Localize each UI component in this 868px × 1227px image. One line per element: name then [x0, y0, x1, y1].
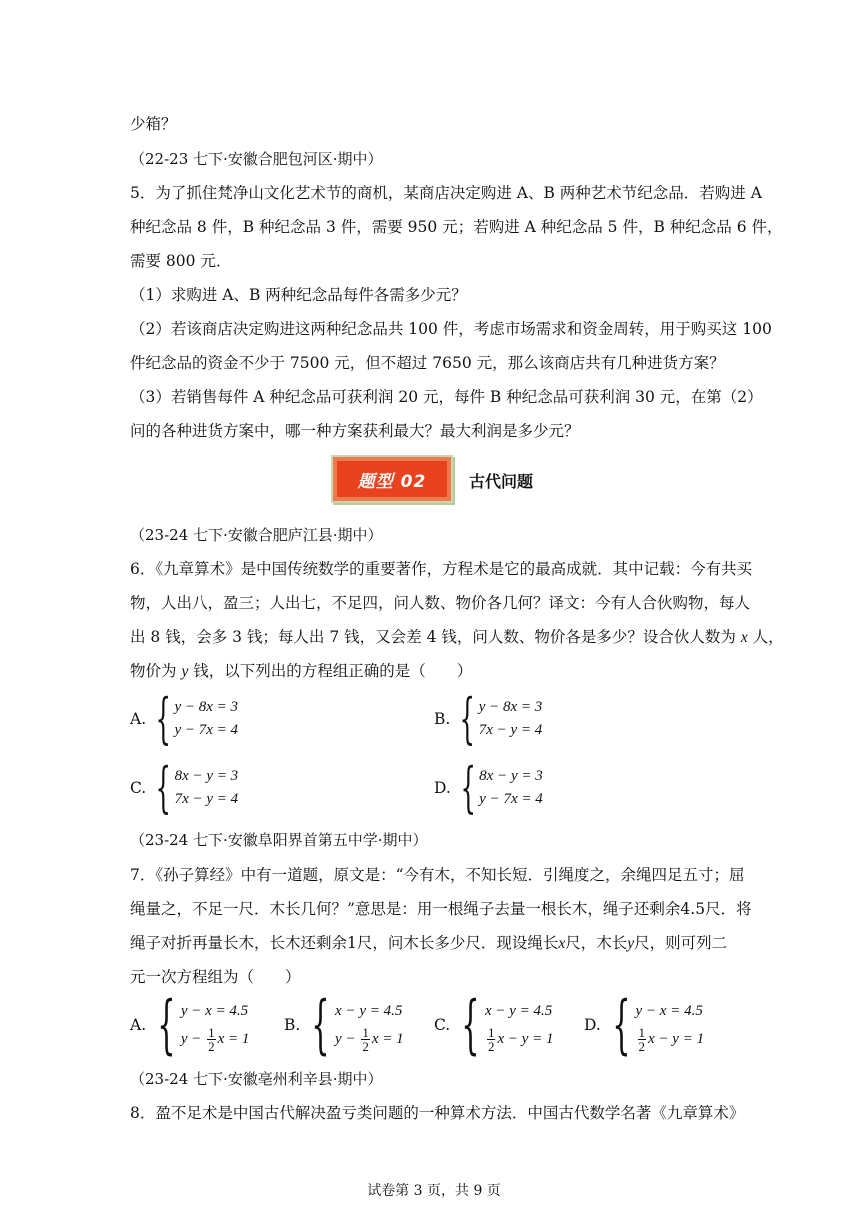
section-title: 古代问题: [469, 472, 534, 491]
text-segment: 人，: [752, 628, 784, 646]
brace-icon: {: [461, 988, 480, 1062]
brace-icon: {: [612, 988, 631, 1062]
sub-question-1: （1）求购进 A、B 两种纪念品每件各需多少元？: [130, 286, 467, 304]
question-source: （23-24 七下·安徽合肥庐江县·期中）: [130, 526, 383, 544]
q7-option-b[interactable]: [284, 988, 404, 1062]
brace-icon: {: [460, 756, 476, 819]
text-segment: 钱，以下列出的方程组正确的是（ ）: [193, 662, 473, 680]
section-badge: [331, 455, 453, 503]
option-label: A.: [130, 710, 147, 728]
variable-y: y: [181, 663, 189, 680]
equation: 7x − y = 4: [478, 722, 543, 738]
equation: 8x − y = 3: [174, 768, 239, 784]
text-line: 物，人出八，盈三；人出七，不足四，问人数、物价各几何？译文：今有人合伙购物，每人: [130, 594, 751, 612]
equation: y − x = 4.5: [635, 1002, 703, 1019]
q6-option-b[interactable]: [434, 687, 543, 750]
option-label: B.: [434, 710, 451, 728]
text-segment: 绳子对折再量长木，长木还剩余1尺，问木长多少尺．现设绳长: [130, 934, 559, 952]
equation: $\frac{1}{2}$ x − y = 1: [638, 1025, 705, 1055]
section-badge-label: 题型 02: [337, 461, 447, 497]
variable-x: x: [558, 935, 566, 952]
brace-icon: {: [311, 988, 330, 1062]
variable-x: x: [740, 629, 748, 646]
text-line: [130, 661, 472, 682]
equation: y − $\frac{1}{2}$ x = 1: [335, 1025, 404, 1055]
question-8-text: 8．盈不足术是中国古代解决盈亏类问题的一种算术方法．中国古代数学名著《九章算术》: [130, 1104, 745, 1122]
question-source: （22-23 七下·安徽合肥包河区·期中）: [130, 150, 383, 168]
sub-question-3: （3）若销售每件 A 种纪念品可获利润 20 元，每件 B 种纪念品可获利润 30 元，在第（2）: [130, 388, 763, 406]
q7-option-c[interactable]: [434, 988, 554, 1062]
equation: 7x − y = 4: [174, 791, 239, 807]
text-line: [130, 933, 727, 954]
page-footer: 试卷第 3 页，共 9 页: [367, 1183, 501, 1199]
option-label: D.: [584, 1016, 601, 1034]
equation: y − x = 4.5: [180, 1002, 249, 1019]
q7-option-d[interactable]: [584, 988, 705, 1062]
brace-icon: {: [459, 687, 476, 750]
text-line: 元一次方程组为（ ）: [130, 968, 301, 986]
variable-y: y: [627, 935, 635, 952]
text-line: 问的各种进货方案中，哪一种方案获利最大？最大利润是多少元？: [130, 422, 580, 440]
question-6-text: 6．《九章算术》是中国传统数学的重要著作，方程术是它的最高成就．其中记载：今有共买: [130, 560, 753, 578]
option-label: D.: [434, 779, 451, 797]
q6-option-c[interactable]: [130, 756, 239, 819]
brace-icon: {: [155, 687, 172, 750]
q6-option-d[interactable]: [434, 756, 543, 819]
fraction: $\frac{1}{2}$: [208, 1025, 215, 1055]
option-label: C.: [434, 1016, 451, 1034]
equation: 8x − y = 3: [479, 768, 543, 784]
text-segment: 尺，木长: [565, 934, 628, 952]
text-line: 件纪念品的资金不少于 7500 元，但不超过 7650 元，那么该商店共有几种进货方案？: [130, 354, 725, 372]
equation: y − $\frac{1}{2}$ x = 1: [180, 1025, 250, 1055]
question-5-text: 5．为了抓住梵净山文化艺术节的商机，某商店决定购进 A、B 两种艺术节纪念品．若购进 A: [130, 184, 762, 202]
brace-icon: {: [155, 756, 172, 819]
fraction: $\frac{1}{2}$: [362, 1025, 369, 1055]
question-source: （23-24 七下·安徽亳州利辛县·期中）: [130, 1070, 383, 1088]
text-line: 绳量之，不足一尺．木长几何？”意思是：用一根绳子去量一根长木，绳子还剩余4.5尺．将: [130, 900, 752, 918]
text-segment: 物价为: [130, 662, 177, 680]
text-line: [130, 627, 784, 648]
brace-icon: {: [157, 988, 176, 1062]
text-segment: 尺，则可列二: [634, 934, 728, 952]
text-segment: 出 8 钱，会多 3 钱；每人出 7 钱，又会差 4 钱，问人数、物价各是多少？设合伙人数为: [130, 628, 736, 646]
equation: y − 8x = 3: [478, 699, 543, 715]
q7-option-a[interactable]: [130, 988, 250, 1062]
text-line: 需要 800 元．: [130, 252, 232, 270]
q6-option-a[interactable]: [130, 687, 239, 750]
equation: x − y = 4.5: [335, 1002, 403, 1019]
fraction: $\frac{1}{2}$: [638, 1025, 646, 1055]
option-label: A.: [130, 1016, 147, 1034]
sub-question-2: （2）若该商店决定购进这两种纪念品共 100 件，考虑市场需求和资金周转，用于购买这 100: [130, 320, 772, 338]
equation: y − 7x = 4: [479, 791, 543, 807]
equation: $\frac{1}{2}$ x − y = 1: [487, 1025, 554, 1055]
equation: x − y = 4.5: [484, 1002, 553, 1019]
fraction: $\frac{1}{2}$: [487, 1025, 495, 1055]
text-line: 少箱？: [130, 115, 177, 133]
equation: y − 8x = 3: [174, 699, 239, 715]
text-line: 种纪念品 8 件，B 种纪念品 3 件，需要 950 元；若购进 A 种纪念品 5 件，B 种纪念品 6 件，: [130, 218, 783, 236]
equation: y − 7x = 4: [174, 722, 239, 738]
option-label: C.: [130, 779, 147, 797]
question-7-text: 7．《孙子算经》中有一道题，原文是：“今有木，不知长短．引绳度之，余绳四足五寸；屈: [130, 866, 745, 884]
option-label: B.: [284, 1016, 301, 1034]
question-source: （23-24 七下·安徽阜阳界首第五中学·期中）: [130, 831, 428, 849]
